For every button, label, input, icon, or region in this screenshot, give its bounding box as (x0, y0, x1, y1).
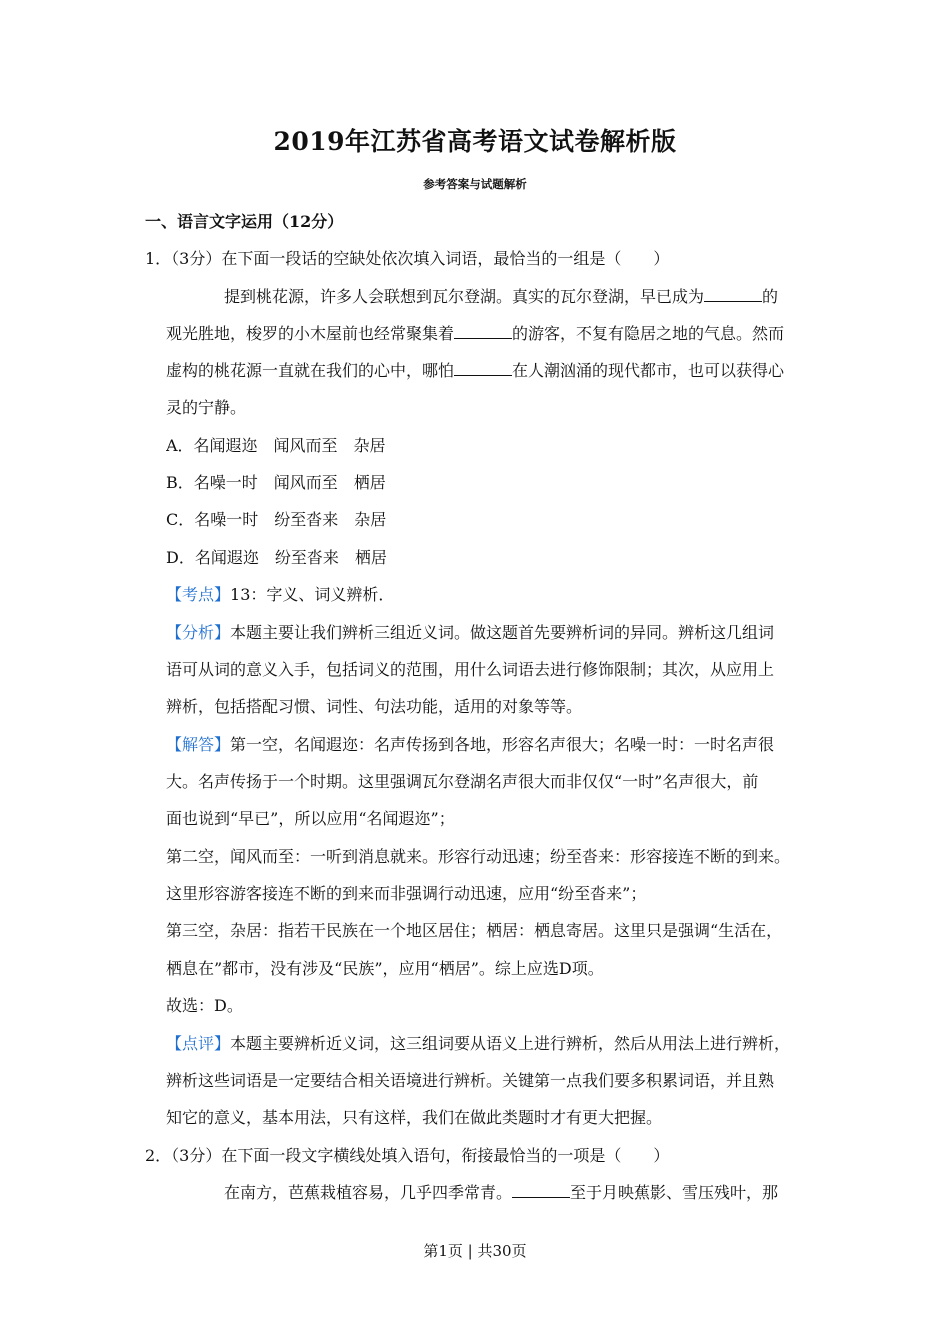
fill-blank (512, 1183, 570, 1198)
option-b: B．名噪一时 闻风而至 栖居 (166, 473, 386, 492)
jieda-line-7: 栖息在”都市，没有涉及“民族”，应用“栖居”。综上应选D项。 (166, 959, 604, 978)
dianping-tag: 【点评】 (166, 1034, 231, 1053)
jieda-line-5: 这里形容游客接连不断的到来而非强调行动迅速，应用“纷至沓来”； (166, 884, 647, 903)
dianping-text: 本题主要辨析近义词，这三组词要从语义上进行辨析，然后从用法上进行辨析， (230, 1034, 791, 1053)
q1-passage-line-4: 灵的宁静。 (166, 398, 247, 417)
q1-passage-line-3 (166, 361, 810, 381)
page-subtitle: 参考答案与试题解析 (423, 177, 527, 191)
fenxi-line-1 (166, 623, 810, 643)
passage-text: 在南方，芭蕉栽植容易，几乎四季常青。 (224, 1183, 513, 1202)
kaodian-text: 13：字义、词义辨析． (230, 585, 395, 604)
jieda-line-3: 面也说到“早已”，所以应用“名闻遐迩”； (166, 809, 455, 828)
option-c: C．名噪一时 纷至沓来 杂居 (166, 510, 387, 529)
jieda-line-2: 大。名声传扬于一个时期。这里强调瓦尔登湖名声很大而非仅仅“一时”名声很大，前 (166, 772, 759, 791)
fill-blank (704, 287, 762, 302)
option-a: A．名闻遐迩 闻风而至 杂居 (166, 436, 386, 455)
jieda-line-4: 第二空，闻风而至：一听到消息就来。形容行动迅速；纷至沓来：形容接连不断的到来。 (166, 847, 791, 866)
option-d: D．名闻遐迩 纷至沓来 栖居 (166, 548, 387, 567)
jieda-tag: 【解答】 (166, 735, 231, 754)
fenxi-line-3: 辨析，包括搭配习惯、词性、句法功能，适用的对象等等。 (166, 697, 583, 716)
section-heading: 一、语言文字运用（12分） (145, 212, 344, 231)
jieda-line-6: 第三空，杂居：指若干民族在一个地区居住；栖居：栖息寄居。这里只是强调“生活在， (166, 921, 783, 940)
question-2-stem: 2．（3分）在下面一段文字横线处填入语句，衔接最恰当的一项是（ ） (145, 1146, 670, 1165)
page-footer: 第1页 | 共30页 (423, 1242, 527, 1260)
passage-text: 的 (762, 287, 779, 306)
dianping-line-1 (166, 1034, 810, 1054)
passage-text: 在人潮汹涌的现代都市，也可以获得心 (512, 361, 785, 380)
kaodian-tag: 【考点】 (166, 585, 231, 604)
fenxi-tag: 【分析】 (166, 623, 231, 642)
q1-passage-line-1 (224, 287, 868, 307)
fenxi-text: 本题主要让我们辨析三组近义词。做这题首先要辨析词的异同。辨析这几组词 (230, 623, 775, 642)
kaodian-line (166, 585, 810, 605)
jieda-line-1 (166, 735, 810, 755)
passage-text: 的游客，不复有隐居之地的气息。然而 (512, 324, 785, 343)
passage-text: 观光胜地，梭罗的小木屋前也经常聚集着 (166, 324, 455, 343)
passage-text: 提到桃花源，许多人会联想到瓦尔登湖。真实的瓦尔登湖，早已成为 (224, 287, 705, 306)
page-title: 2019年江苏省高考语文试卷解析版 (273, 127, 677, 156)
fenxi-line-2: 语可从词的意义入手，包括词义的范围，用什么词语去进行修饰限制；其次，从应用上 (166, 660, 775, 679)
q2-passage-line-1 (224, 1183, 868, 1203)
q1-passage-line-2 (166, 324, 810, 344)
fill-blank (454, 361, 512, 376)
passage-text: 至于月映蕉影、雪压残叶，那 (570, 1183, 779, 1202)
fill-blank (454, 324, 512, 339)
dianping-line-3: 知它的意义，基本用法，只有这样，我们在做此类题时才有更大把握。 (166, 1108, 663, 1127)
passage-text: 虚构的桃花源一直就在我们的心中，哪怕 (166, 361, 455, 380)
answer-line: 故选：D。 (166, 996, 243, 1015)
jieda-text: 第一空，名闻遐迩：名声传扬到各地，形容名声很大；名噪一时：一时名声很 (230, 735, 775, 754)
dianping-line-2: 辨析这些词语是一定要结合相关语境进行辨析。关键第一点我们要多积累词语，并且熟 (166, 1071, 775, 1090)
question-1-stem: 1．（3分）在下面一段话的空缺处依次填入词语，最恰当的一组是（ ） (145, 249, 670, 268)
